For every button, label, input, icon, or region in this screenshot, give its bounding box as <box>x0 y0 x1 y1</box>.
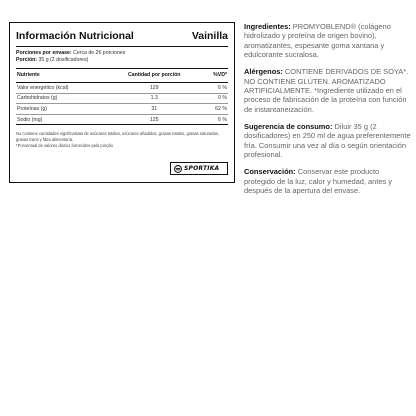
nutrient-amount: 125 <box>108 114 201 125</box>
nutrient-name: Valor energético (kcal) <box>16 83 108 94</box>
serving-size-value: 35 g (2 dosificadores) <box>38 57 89 63</box>
table-row <box>16 93 228 104</box>
label-title: Información Nutricional <box>16 30 134 42</box>
nutrient-dv: 6 % <box>201 83 228 94</box>
brand-name: SPORTIKA <box>184 165 220 172</box>
label-header <box>16 30 228 42</box>
nutrient-amount: 31 <box>108 104 201 115</box>
brand-logo <box>170 162 228 175</box>
ingredients-heading: Ingredientes: <box>244 22 291 31</box>
nutrient-name: Sodio (mg) <box>16 114 108 125</box>
serving-size <box>16 57 228 64</box>
nutrient-dv: 0 % <box>201 93 228 104</box>
ingredients-section <box>244 22 412 59</box>
table-row <box>16 114 228 125</box>
usage-section <box>244 122 412 159</box>
nutrient-dv: 6 % <box>201 114 228 125</box>
label-footnotes <box>16 131 228 148</box>
servings-per-container <box>16 50 228 57</box>
table-row <box>16 83 228 94</box>
serving-size-key: Porción: <box>16 57 38 63</box>
col-dv: %VD* <box>201 69 228 83</box>
product-details <box>244 22 412 204</box>
label-divider <box>16 46 228 47</box>
nutrient-dv: 62 % <box>201 104 228 115</box>
nutrient-amount: 129 <box>108 83 201 94</box>
ingredients-text: PROMYOBLEND® (colágeno hidrolizado y proteína de origen bovino), aromatizantes, espesante goma xantana y edulcorante sucralosa. <box>244 22 391 60</box>
nutrient-name: Carbohidratos (g) <box>16 93 108 104</box>
brand-mark-icon <box>174 165 182 173</box>
allergens-section <box>244 67 412 114</box>
footnote-no-significant: No contiene cantidades significativas de azúcares totales, azúcares añadidos, grasas totales, grasas saturadas, grasas trans y fibra alimentaria. <box>16 131 219 143</box>
nutrition-label <box>9 22 235 183</box>
footnote-daily-values: *Porcentual de valores diarios fornecidos pela porção <box>16 142 113 148</box>
usage-text: Diluir 35 g (2 dosificadores) en 250 ml de agua preferentemente fría. Consumir una vez al día o según orientación profesional. <box>244 122 411 160</box>
nutrient-amount: 1.3 <box>108 93 201 104</box>
nutrient-name: Proteínas (g) <box>16 104 108 115</box>
allergens-heading: Alérgenos: <box>244 67 283 77</box>
table-header-row <box>16 69 228 83</box>
col-amount: Cantidad por porción <box>108 69 201 83</box>
servings-value: Cerca de 26 porciones <box>73 50 126 56</box>
table-row <box>16 104 228 115</box>
storage-heading: Conservación: <box>244 167 296 177</box>
col-nutrient: Nutriente <box>16 69 108 83</box>
flavor-name: Vainilla <box>191 30 228 42</box>
usage-heading: Sugerencia de consumo: <box>244 122 333 132</box>
nutrition-table <box>16 68 228 125</box>
serving-info <box>16 50 228 64</box>
storage-text: Conservar este producto protegido de la luz, calor y humedad, antes y después de la apertura del envase. <box>244 167 393 196</box>
allergens-text: CONTIENE DERIVADOS DE SOYA*. NO CONTIENE GLÚTEN. AROMATIZADO ARTIFICIALMENTE. *Ingrediente utilizado en el proceso de fabricación de la proteína con función de instantaneización. <box>244 67 409 114</box>
storage-section <box>244 167 412 195</box>
servings-key: Porciones por envase: <box>16 50 72 56</box>
